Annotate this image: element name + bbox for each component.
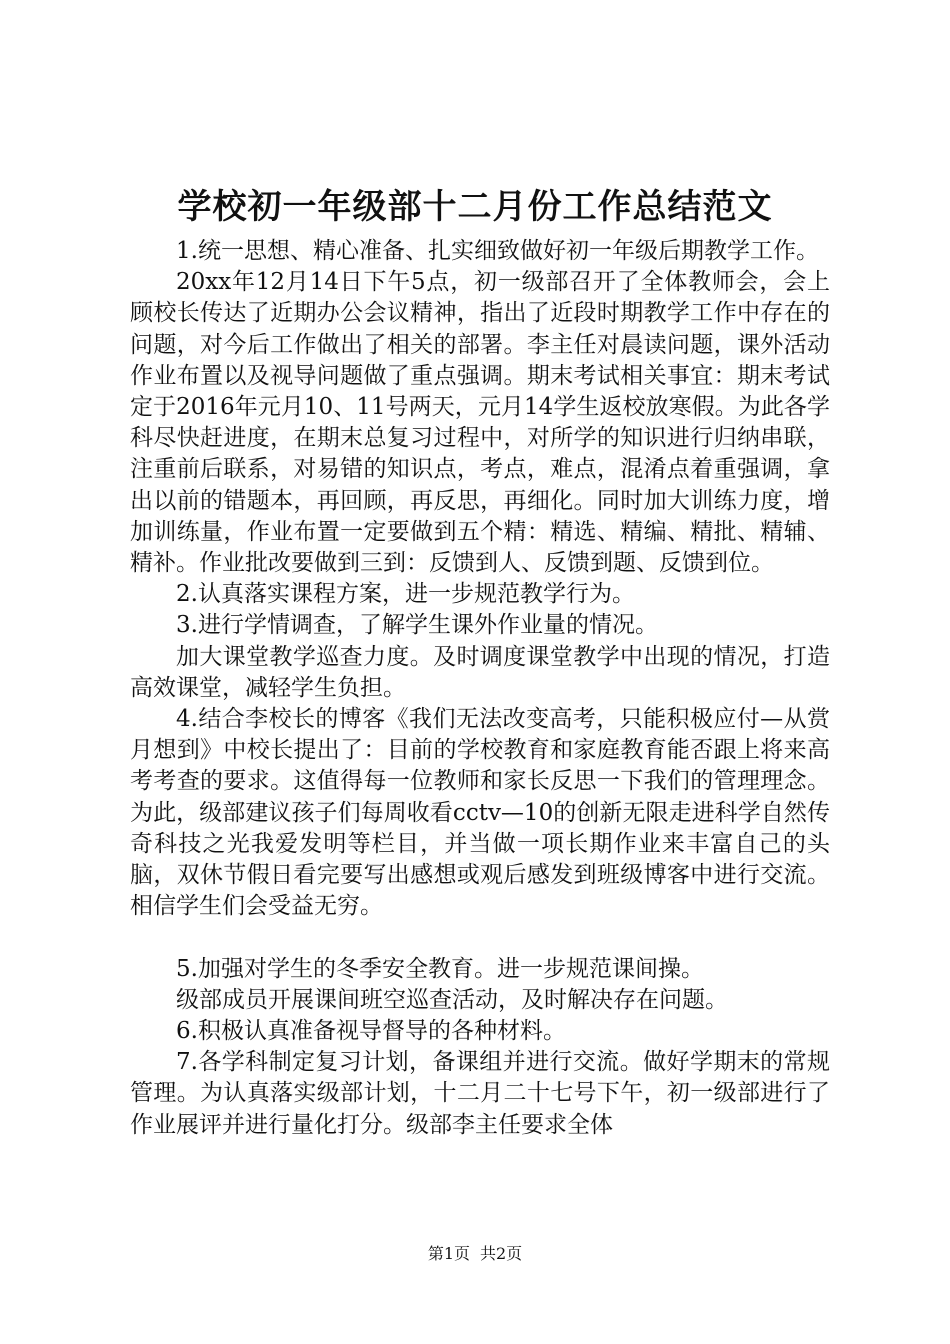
- paragraph-8: 级部成员开展课间班空巡查活动，及时解决存在问题。: [176, 986, 728, 1013]
- paragraph-10: 7.各学科制定复习计划，备课组并进行交流。做好学期末的常规管理。为认真落实级部计划，十二月二十七号下午，初一级部进行了作业展评并进行量化打分。级部李主任要求全体: [130, 1049, 830, 1138]
- paragraph-4: 3.进行学情调查，了解学生课外作业量的情况。: [176, 612, 658, 639]
- page-number-current: 第1页: [427, 1244, 470, 1263]
- document-body: [130, 236, 830, 1141]
- paragraph-1: 1.统一思想、精心准备、扎实细致做好初一年级后期教学工作。: [176, 238, 819, 264]
- paragraph-2: 20xx年12月14日下午5点，初一级部召开了全体教师会，会上顾校长传达了近期办公会议精神，指出了近段时期教学工作中存在的问题，对今后工作做出了相关的部署。李主任对晨读问题，课外活动作业布置以及视导问题做了重点强调。期末考试相关事宜：期末考试定于2016年元月10、11号两天，元月14学生返校放寒假。为此各学科尽快赶进度，在期末总复习过程中，对所学的知识进行归纳串联，注重前后联系，对易错的知识点，考点，难点，混淆点着重强调，拿出以前的错题本，再回顾，再反思，再细化。同时加大训练力度，增加训练量，作业布置一定要做到五个精：精选、精编、精批、精辅、精补。作业批改要做到三到：反馈到人、反馈到题、反馈到位。: [130, 269, 830, 577]
- page-number-total: 共2页: [480, 1244, 523, 1263]
- document-title: 学校初一年级部十二月份工作总结范文: [177, 187, 773, 227]
- paragraph-6: 4.结合李校长的博客《我们无法改变高考，只能积极应付—从赏月想到》中校长提出了：目前的学校教育和家庭教育能否跟上将来高考考查的要求。这值得每一位教师和家长反思一下我们的管理理念。为此，级部建议孩子们每周收看cctv—10的创新无限走进科学自然传奇科技之光我爱发明等栏目，并当做一项长期作业来丰富自己的头脑，双休节假日看完要写出感想或观后感发到班级博客中进行交流。相信学生们会受益无穷。: [130, 706, 830, 920]
- paragraph-7: 5.加强对学生的冬季安全教育。进一步规范课间操。: [176, 955, 704, 982]
- paragraph-3: 2.认真落实课程方案，进一步规范教学行为。: [176, 581, 635, 608]
- page-footer: [0, 1242, 950, 1266]
- paragraph-5: 加大课堂教学巡查力度。及时调度课堂教学中出现的情况，打造高效课堂，减轻学生负担。: [130, 643, 830, 701]
- paragraph-9: 6.积极认真准备视导督导的各种材料。: [176, 1018, 566, 1045]
